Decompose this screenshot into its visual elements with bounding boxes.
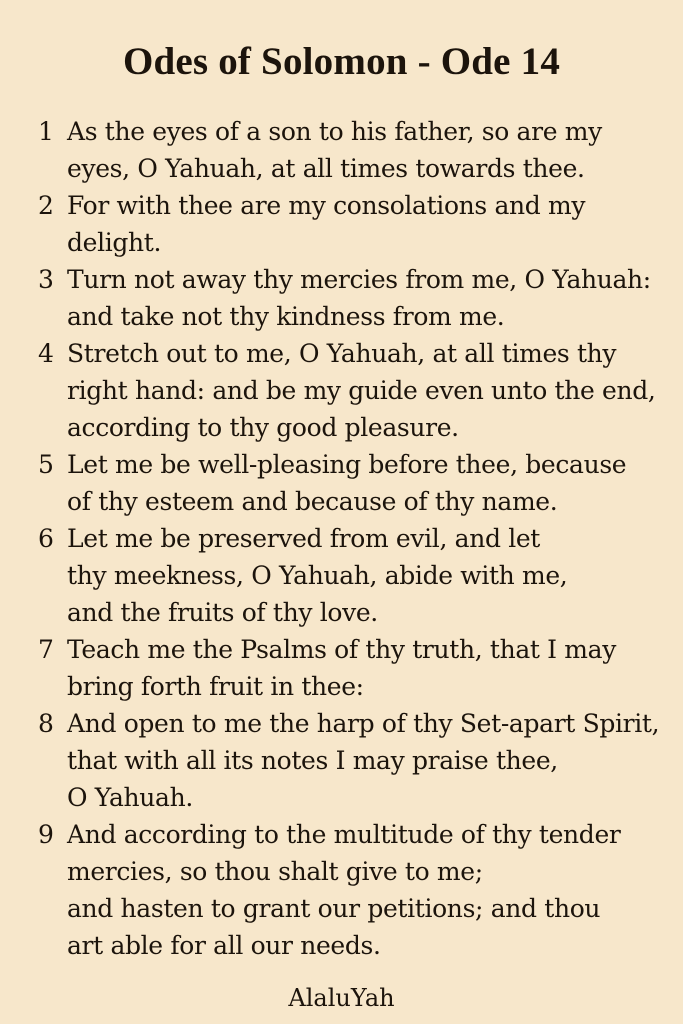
verse-line: Teach me the Psalms of thy truth, that I may: [67, 635, 616, 664]
verse-line: mercies, so thou shalt give to me;: [67, 857, 483, 886]
verse-line: Let me be preserved from evil, and let: [67, 524, 540, 553]
verse-6: [0, 520, 683, 631]
verse-list: [0, 113, 683, 964]
verse-line: As the eyes of a son to his father, so are my: [67, 117, 602, 146]
verse-line: Stretch out to me, O Yahuah, at all times thy: [67, 339, 617, 368]
verse-number: 9: [38, 820, 54, 849]
signature: AlaluYah: [288, 984, 395, 1012]
verse-2: [0, 187, 683, 261]
verse-line: of thy esteem and because of thy name.: [67, 487, 558, 516]
verse-7: [0, 631, 683, 705]
verse-line: that with all its notes I may praise thee,: [67, 746, 558, 775]
verse-number: 1: [38, 117, 54, 146]
verse-number: 3: [38, 265, 54, 294]
verse-4: [0, 335, 683, 446]
verse-line: delight.: [67, 228, 162, 257]
verse-number: 2: [38, 191, 54, 220]
verse-line: and take not thy kindness from me.: [67, 302, 505, 331]
verse-9: [0, 816, 683, 964]
verse-line: and the fruits of thy love.: [67, 598, 378, 627]
verse-number: 8: [38, 709, 54, 738]
verse-line: eyes, O Yahuah, at all times towards thee.: [67, 154, 585, 183]
verse-line: O Yahuah.: [67, 783, 193, 812]
verse-line: according to thy good pleasure.: [67, 413, 459, 442]
verse-8: [0, 705, 683, 816]
verse-number: 4: [38, 339, 54, 368]
verse-5: [0, 446, 683, 520]
verse-line: Let me be well-pleasing before thee, because: [67, 450, 627, 479]
verse-line: And according to the multitude of thy tender: [67, 820, 621, 849]
verse-number: 7: [38, 635, 54, 664]
verse-line: art able for all our needs.: [67, 931, 381, 960]
verse-line: and hasten to grant our petitions; and thou: [67, 894, 601, 923]
verse-line: For with thee are my consolations and my: [67, 191, 586, 220]
verse-line: thy meekness, O Yahuah, abide with me,: [67, 561, 568, 590]
page-title: Odes of Solomon - Ode 14: [122, 40, 561, 83]
verse-line: And open to me the harp of thy Set-apart Spirit,: [67, 709, 660, 738]
verse-number: 5: [38, 450, 54, 479]
verse-3: [0, 261, 683, 335]
verse-line: right hand: and be my guide even unto the end,: [67, 376, 656, 405]
verse-line: Turn not away thy mercies from me, O Yahuah:: [67, 265, 651, 294]
verse-number: 6: [38, 524, 54, 553]
verse-1: [0, 113, 683, 187]
verse-line: bring forth fruit in thee:: [67, 672, 364, 701]
